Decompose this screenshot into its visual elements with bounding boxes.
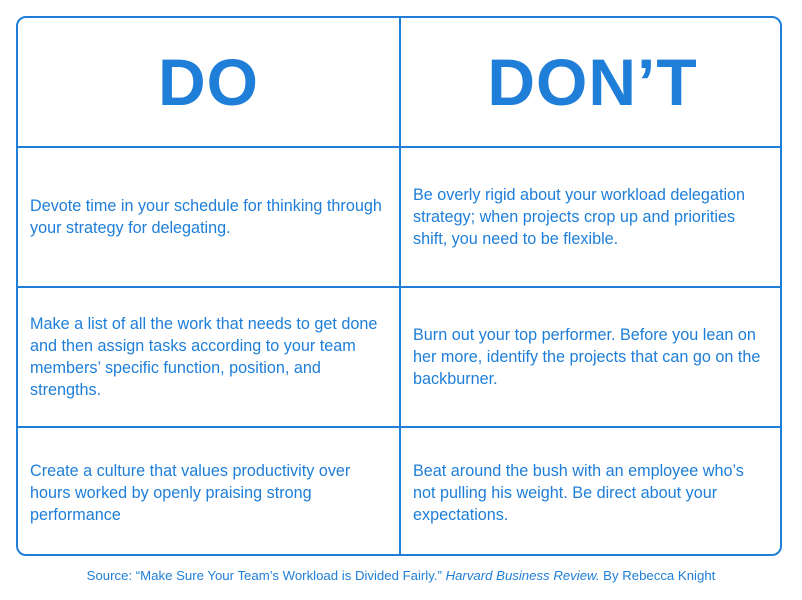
do-header: DO [158,45,259,119]
dont-item-3: Beat around the bush with an employee who’s not pulling his weight. Be direct about your expectations. [413,462,744,524]
do-item-2: Make a list of all the work that needs to get done and then assign tasks according to your team members’ specific function, position, and strengths. [18,288,401,428]
source-publication: Harvard Business Review. [445,568,600,583]
dont-header-cell [401,18,782,148]
do-dont-table [16,16,782,556]
do-item-3: Create a culture that values productivity over hours worked by openly praising strong performance [18,428,401,556]
do-header-cell [18,18,401,148]
do-item-1: Devote time in your schedule for thinking through your strategy for delegating. [18,148,401,288]
source-suffix: By Rebecca Knight [599,568,716,583]
source-prefix: Source: “Make Sure Your Team’s Workload is Divided Fairly.” [86,568,446,583]
dont-item-1: Be overly rigid about your workload delegation strategy; when projects crop up and priorities shift, you need to be flexible. [401,148,782,288]
dont-item-2: Burn out your top performer. Before you lean on her more, identify the projects that can go on the backburner. [401,288,782,428]
source-citation [0,568,802,583]
dont-header: DON’T [487,45,698,119]
